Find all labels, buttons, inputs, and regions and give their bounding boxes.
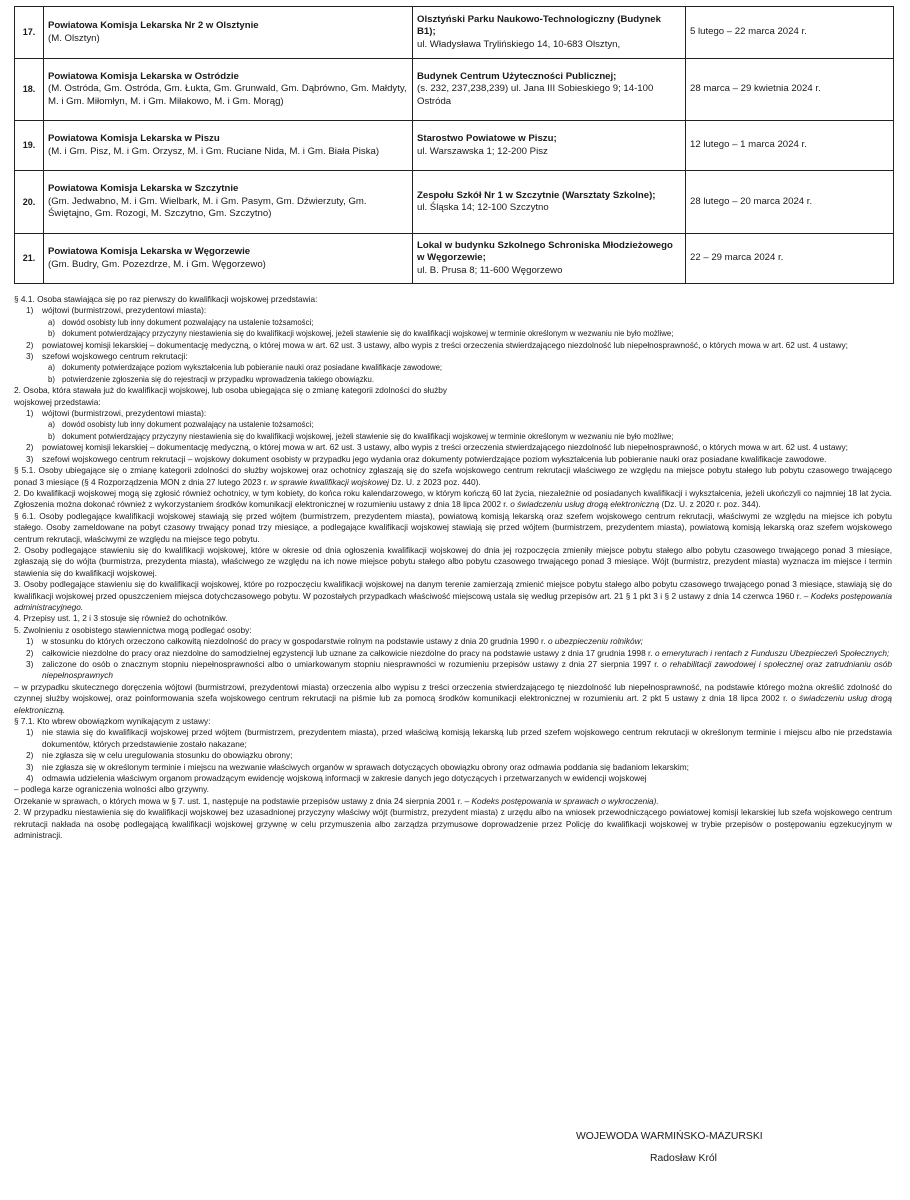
commission-area: (M. Ostróda, Gm. Ostróda, Gm. Łukta, Gm. Grunwald, Gm. Dąbrówno, Gm. Małdyty, M. i Gm. Miłomłyn, M. i Gm. Miłakowo, M. i Gm. Morąg)	[48, 83, 407, 107]
commission-table	[14, 6, 894, 284]
commission-area: (Gm. Budry, Gm. Pozezdrze, M. i Gm. Węgorzewo)	[48, 258, 266, 270]
venue-name: Lokal w budynku Szkolnego Schroniska Młodzieżowego w Węgorzewie;	[417, 239, 673, 264]
section-4-para-2: 2. Osoba, która stawała już do kwalifikacji wojskowej, lub osoba ubiegająca się o zmianę kategorii zdolności do służby	[14, 385, 448, 396]
row-number: 21.	[15, 234, 44, 284]
list-item: 2) powiatowej komisji lekarskiej – dokumentację medyczną, o której mowa w art. 62 ust. 3 ustawy, albo wypis z treści orzeczenia stwierdzającego niezdolność lub niepełnosprawność, o których mowa w art. 62 ust. 4 ustawy;	[26, 442, 848, 453]
dates-cell: 12 lutego – 1 marca 2024 r.	[686, 121, 894, 171]
section-7-para-1: § 7.1. Kto wbrew obowiązkom wynikającym z ustawy:	[14, 716, 211, 727]
section-7-para-2: 2. W przypadku niestawienia się do kwalifikacji wojskowej bez uzasadnionej przyczyny właściwy wójt (burmistrz, prezydent miasta) z urzędu albo na wniosek przewodniczącego powiatowej komisji lekarskiej lub szefa wojskowego centrum rekrutacji nakłada na osobę podlegającą kwalifikacji wojskowej grzywnę w celu przymuszenia albo zarządza przymusowe doprowadzenie przez Policję do kwalifikacji wojskowej w trybie przepisów o postępowaniu egzekucyjnym w administracji.	[14, 807, 892, 841]
signatory-name: Radosław Król	[650, 1153, 717, 1164]
venue-address: (s. 232, 237,238,239) ul. Jana III Sobieskiego 9; 14-100 Ostróda	[417, 83, 654, 107]
venue-cell	[413, 59, 686, 121]
list-item: a) dowód osobisty lub inny dokument pozwalający na ustalenie tożsamości;	[48, 420, 314, 430]
venue-name: Olsztyński Parku Naukowo-Technologiczny (Budynek B1);	[417, 13, 661, 38]
list-item: a) dowód osobisty lub inny dokument pozwalający na ustalenie tożsamości;	[48, 317, 314, 327]
commission-name: Powiatowa Komisja Lekarska w Ostródzie	[48, 70, 239, 82]
dates-cell: 28 marca – 29 kwietnia 2024 r.	[686, 59, 894, 121]
list-item: 3) nie zgłasza się w określonym terminie i miejscu na wezwanie właściwych organów w sprawach dotyczących obowiązku obrony oraz odmawia poddania się badaniom lekarskim;	[26, 761, 689, 772]
legal-text	[14, 294, 892, 842]
row-number: 19.	[15, 121, 44, 171]
section-6-para-5: 5. Zwolnieniu z osobistego stawiennictwa mogą podlegać osoby:	[14, 624, 252, 635]
venue-cell	[413, 234, 686, 284]
commission-cell	[44, 121, 413, 171]
list-item: b) dokument potwierdzający przyczyny niestawienia się do kwalifikacji wojskowej, jeżeli stawienie się do kwalifikacji wojskowej w terminie określonym w wezwaniu nie było możliwe;	[48, 329, 674, 339]
section-5-para-2: 2. Do kwalifikacji wojskowej mogą się zgłosić również ochotnicy, w tym kobiety, do końca roku kalendarzowego, w którym kończą 60 lat życia, niezależnie od posiadanych kwalifikacji i wykształcenia, jeżeli ukończyli co najmniej 18 lat życia. Zgłoszenia można dokonać również z wykorzystaniem środków komunikacji elektronicznej w rozumieniu ustawy z dnia 18 lipca 2002 r. o świadczeniu usług drogą elektroniczną (Dz. U. z 2020 r. poz. 344).	[14, 487, 892, 510]
section-4-para-2-cont: wojskowej przedstawia:	[14, 396, 101, 407]
list-item: 2) nie zgłasza się w celu uregulowania stosunku do obowiązku obrony;	[26, 750, 293, 761]
venue-cell	[413, 171, 686, 234]
row-number: 17.	[15, 7, 44, 59]
list-item: 1) wójtowi (burmistrzowi, prezydentowi miasta):	[26, 408, 207, 419]
table-row	[15, 59, 894, 121]
table-row	[15, 7, 894, 59]
section-5-para-1: § 5.1. Osoby ubiegające się o zmianę kategorii zdolności do służby wojskowej oraz ochotnicy zgłaszają się do szefa wojskowego centrum rekrutacji właściwego ze względu na miejsce pobytu stałego lub pobytu czasowego trwającego ponad 3 miesiące (§ 4 Rozporządzenia MON z dnia 27 lutego 2023 r. w sprawie kwalifikacji wojskowej Dz. U. z 2023 poz. 440).	[14, 465, 892, 487]
section-6-para-3: 3. Osoby podlegające stawieniu się do kwalifikacji wojskowej, które po rozpoczęciu kwalifikacji wojskowej na danym terenie zamierzają zmienić miejsce pobytu stałego albo pobytu czasowego trwającego ponad 3 miesiące, stawiają się do kwalifikacji wojskowej przed opuszczeniem miejsca dotychczasowego pobytu. W pozostałych przypadkach właściwość miejscową ustala się według przepisów art. 21 § 1 pkt 3 i § 2 ustawy z dnia 14 czerwca 1960 r. – Kodeks postępowania administracyjnego.	[14, 579, 892, 612]
list-item: 3) szefowi wojskowego centrum rekrutacji – wojskowy dokument osobisty w przypadku jego wydania oraz dokumenty potwierdzające poziom wykształcenia lub pobieranie nauki oraz posiadane kwalifikacje zawodowe.	[26, 453, 827, 464]
commission-area: (M. Olsztyn)	[48, 32, 100, 44]
table-row	[15, 121, 894, 171]
list-item: 3) szefowi wojskowego centrum rekrutacji:	[26, 351, 188, 362]
dates-cell: 28 lutego – 20 marca 2024 r.	[686, 171, 894, 234]
list-item: 2) całkowicie niezdolne do pracy oraz niezdolne do samodzielnej egzystencji lub uznane za całkowicie niezdolne do pracy na podstawie ustawy z dnia 17 grudnia 1998 r. o emeryturach i rentach z Funduszu Ubezpieczeń Społecznych;	[26, 647, 890, 658]
signature-block	[576, 1126, 846, 1170]
commission-name: Powiatowa Komisja Lekarska w Piszu	[48, 133, 220, 145]
venue-address: ul. Władysława Trylińskiego 14, 10-683 Olsztyn,	[417, 38, 621, 50]
signatory-title: WOJEWODA WARMIŃSKO-MAZURSKI	[576, 1131, 763, 1142]
commission-cell	[44, 234, 413, 284]
list-item: 4) odmawia udzielenia właściwym organom prowadzącym ewidencję wojskową informacji w zakresie danych jego dotyczących i przetwarzanych w ewidencji wojskowej	[26, 773, 647, 784]
list-item: 2) powiatowej komisji lekarskiej – dokumentację medyczną, o której mowa w art. 62 ust. 3 ustawy, albo wypis z treści orzeczenia stwierdzającego niezdolność lub niepełnosprawność, o których mowa w art. 62 ust. 4 ustawy;	[26, 339, 848, 350]
section-6-para-2: 2. Osoby podlegające stawieniu się do kwalifikacji wojskowej, które w okresie od dnia ogłoszenia kwalifikacji wojskowej do dnia jej rozpoczęcia zmieniły miejsce pobytu stałego albo pobytu czasowego trwającego ponad 3 miesiące, zgłaszają się do wójta (burmistrza, prezydenta miasta), właściwego ze względu na ich nowe miejsce pobytu stałego albo pobytu czasowego trwającego ponad 3 miesiące. Wójt (burmistrz, prezydent miasta) wyznacza im miejsce i termin stawienia się do kwalifikacji wojskowej.	[14, 544, 892, 578]
list-item: b) dokument potwierdzający przyczyny niestawienia się do kwalifikacji wojskowej, jeżeli stawienie się do kwalifikacji wojskowej w terminie określonym w wezwaniu nie było możliwe;	[48, 431, 674, 441]
section-7-ruling: Orzekanie w sprawach, o których mowa w § 7. ust. 1, następuje na podstawie przepisów ustawy z dnia 24 sierpnia 2001 r. – Kodeks postępowania w sprawach o wykroczenia).	[14, 795, 659, 806]
commission-name: Powiatowa Komisja Lekarska w Węgorzewie	[48, 246, 251, 258]
list-item: 3) zaliczone do osób o znacznym stopniu niepełnosprawności albo o umiarkowanym stopniu niesprawności w rozumieniu przepisów ustawy z dnia 27 sierpnia 1997 r. o rehabilitacji zawodowej i społecznej oraz zatrudnianiu osób niepełnosprawnych	[26, 659, 892, 681]
list-item: 1) w stosunku do których orzeczono całkowitą niezdolność do pracy w gospodarstwie rolnym na podstawie ustawy z dnia 20 grudnia 1990 r. o ubezpieczeniu rolników;	[26, 636, 643, 647]
table-row	[15, 171, 894, 234]
venue-name: Zespołu Szkół Nr 1 w Szczytnie (Warsztaty Szkolne);	[417, 189, 656, 201]
section-6-para-1: § 6.1. Osoby podlegające kwalifikacji wojskowej stawiają się przed wójtem (burmistrzem, prezydentem miasta), powiatową komisją lekarską oraz szefem wojskowego centrum rekrutacji, właściwymi ze względu na miejsce ich pobytu stałego. Osoby zameldowane na pobyt czasowy trwający ponad trzy miesiące, a podlegające kwalifikacji wojskowej stawiają się przed wójtem (burmistrzem, prezydentem miasta), powiatową komisją lekarską oraz szefem wojskowego centrum rekrutacji, właściwymi ze względu na miejsce tego pobytu.	[14, 510, 892, 544]
commission-cell	[44, 171, 413, 234]
dates-cell: 5 lutego – 22 marca 2024 r.	[686, 7, 894, 59]
commission-cell	[44, 59, 413, 121]
venue-name: Budynek Centrum Użyteczności Publicznej;	[417, 70, 617, 82]
list-item: 1) nie stawia się do kwalifikacji wojskowej przed wójtem (burmistrzem, prezydentem miasta), przed właściwą komisją lekarską lub przed szefem wojskowego centrum rekrutacji w określonym terminie i miejscu albo nie przedstawia dokumentów, których przedstawienie zostało nakazane;	[26, 727, 892, 749]
list-item: 1) wójtowi (burmistrzowi, prezydentowi miasta):	[26, 305, 207, 316]
venue-cell	[413, 7, 686, 59]
row-number: 20.	[15, 171, 44, 234]
list-item: b) potwierdzenie zgłoszenia się do rejestracji w przypadku wprowadzenia takiego obowiązku.	[48, 374, 375, 384]
commission-area: (Gm. Jedwabno, M. i Gm. Wielbark, M. i Gm. Pasym, Gm. Dźwierzuty, Gm. Świętajno, Gm. Rozogi, M. Szczytno, Gm. Szczytno)	[48, 195, 367, 220]
commission-cell	[44, 7, 413, 59]
list-item: a) dokumenty potwierdzające poziom wykształcenia lub pobieranie nauki oraz posiadane kwalifikacje zawodowe;	[48, 363, 443, 373]
dates-cell: 22 – 29 marca 2024 r.	[686, 234, 894, 284]
commission-name: Powiatowa Komisja Lekarska w Szczytnie	[48, 183, 239, 195]
section-6-tail: – w przypadku skutecznego doręczenia wójtowi (burmistrzowi, prezydentowi miasta) orzeczenia albo wypisu z treści orzeczenia stwierdzającego tę niezdolność lub niepełnosprawność, na podstawie którego można określić zdolność do czynnej służby wojskowej, oraz poinformowania szefa wojskowego centrum rekrutacji na piśmie lub za pomocą środków komunikacji elektronicznej w rozumieniu art. 2 pkt 5 ustawy z dnia 18 lipca 2002 r. o świadczeniu usług drogą elektroniczną.	[14, 681, 892, 715]
venue-address: ul. Warszawska 1; 12-200 Pisz	[417, 145, 548, 157]
table-row	[15, 234, 894, 284]
row-number: 18.	[15, 59, 44, 121]
section-6-para-4: 4. Przepisy ust. 1, 2 i 3 stosuje się również do ochotników.	[14, 613, 228, 624]
venue-address: ul. Śląska 14; 12-100 Szczytno	[417, 202, 549, 213]
venue-name: Starostwo Powiatowe w Piszu;	[417, 133, 557, 145]
section-7-penalty: – podlega karze ograniczenia wolności albo grzywny.	[14, 784, 209, 795]
section-4-intro: § 4.1. Osoba stawiająca się po raz pierwszy do kwalifikacji wojskowej przedstawia:	[14, 294, 318, 304]
venue-address: ul. B. Prusa 8; 11-600 Węgorzewo	[417, 264, 563, 276]
venue-cell	[413, 121, 686, 171]
commission-area: (M. i Gm. Pisz, M. i Gm. Orzysz, M. i Gm. Ruciane Nida, M. i Gm. Biała Piska)	[48, 145, 380, 157]
commission-name: Powiatowa Komisja Lekarska Nr 2 w Olsztynie	[48, 20, 259, 32]
